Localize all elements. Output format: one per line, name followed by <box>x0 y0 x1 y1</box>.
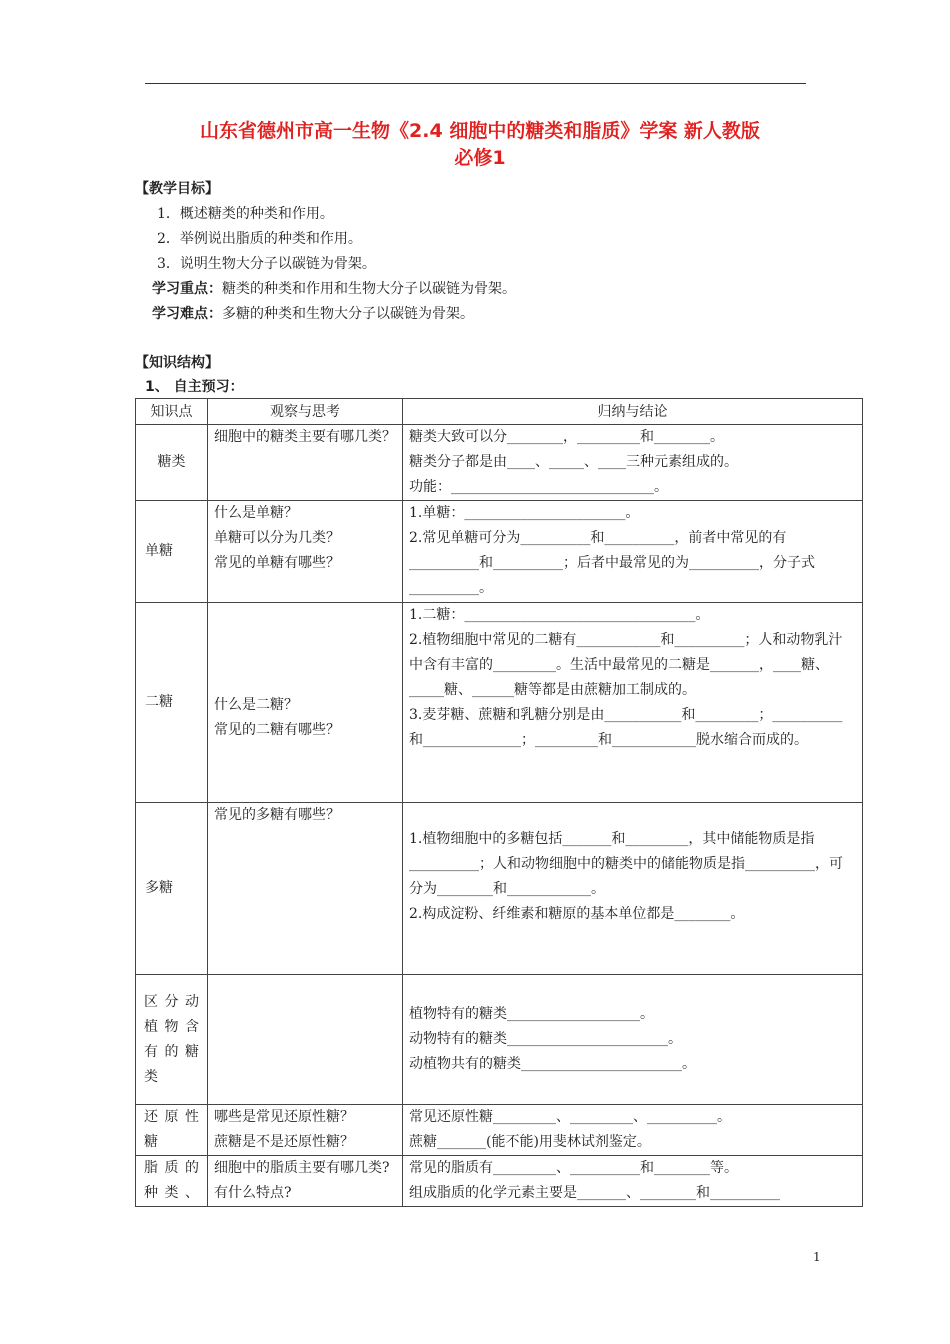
header-rule <box>145 83 806 84</box>
row-topic: 区分动植物含有的糖类 <box>136 975 208 1105</box>
table-row <box>136 603 863 803</box>
title-line-1: 山东省德州市高一生物《2.4 细胞中的糖类和脂质》学案 新人教版 <box>200 120 760 142</box>
question: 细胞中的脂质主要有哪几类?有什么特点? <box>214 1160 390 1201</box>
goal-item: 2．举例说出脂质的种类和作用。 <box>157 231 362 247</box>
goal-item: 3．说明生物大分子以碳链为骨架。 <box>157 256 376 272</box>
row-answers <box>403 803 863 975</box>
key-label: 学习重点： <box>152 281 222 297</box>
answer-line: 2.植物细胞中常见的二糖有____________和__________；人和动物乳汁中含有丰富的_________。生活中最常见的二糖是_______，____糖、_____糖、______糖等都是由蔗糖加工制成的。 <box>409 632 843 698</box>
answer-line: 组成脂质的化学元素主要是_______、________和__________ <box>409 1185 780 1201</box>
answer-line: 1.单糖：_______________________。 <box>409 505 640 521</box>
row-answers <box>403 975 863 1105</box>
answer-line: 功能：_____________________________。 <box>409 479 668 495</box>
row-questions <box>208 425 403 501</box>
answer-line: 常见的脂质有_________、__________和________等。 <box>409 1160 738 1176</box>
header-knowledge-point: 知识点 <box>136 399 208 425</box>
row-answers <box>403 425 863 501</box>
answer-line: 2.常见单糖可分为__________和__________，前者中常见的有__________和__________；后者中最常见的为__________，分子式__________。 <box>409 530 815 596</box>
row-answers <box>403 1105 863 1156</box>
knowledge-table <box>135 398 863 1207</box>
answer-line: 植物特有的糖类___________________。 <box>409 1006 654 1022</box>
row-questions <box>208 975 403 1105</box>
row-answers <box>403 501 863 603</box>
header-conclusion: 归纳与结论 <box>403 399 863 425</box>
goal-item: 1．概述糖类的种类和作用。 <box>157 206 334 222</box>
difficult-text: 多糖的种类和生物大分子以碳链为骨架。 <box>222 306 474 322</box>
table-row <box>136 975 863 1105</box>
row-topic: 二糖 <box>136 603 208 803</box>
table-row <box>136 1105 863 1156</box>
question: 常见的二糖有哪些？ <box>214 721 340 738</box>
row-topic: 多糖 <box>136 803 208 975</box>
question: 单糖可以分为几类？ <box>214 530 340 546</box>
table-row <box>136 425 863 501</box>
answer-line: 蔗糖_______(能不能)用斐林试剂鉴定。 <box>409 1134 651 1150</box>
question: 什么是单糖？ <box>214 505 298 521</box>
difficult-points <box>152 303 474 323</box>
table-row <box>136 803 863 975</box>
answer-line: 动物特有的糖类_______________________。 <box>409 1031 682 1047</box>
question: 哪些是常见还原性糖？ <box>214 1109 354 1125</box>
key-text: 糖类的种类和作用和生物大分子以碳链为骨架。 <box>222 281 516 297</box>
question: 细胞中的糖类主要有哪几类？ <box>214 429 396 445</box>
answer-line: 糖类大致可以分________，_________和________。 <box>409 429 724 445</box>
question: 常见的单糖有哪些？ <box>214 555 340 571</box>
answer-line: 3.麦芽糖、蔗糖和乳糖分别是由___________和_________；__________和______________；_________和____________脱水缩合而成的。 <box>409 707 843 748</box>
row-questions <box>208 501 403 603</box>
row-questions <box>208 603 403 803</box>
row-questions <box>208 1105 403 1156</box>
difficult-label: 学习难点： <box>152 306 222 322</box>
title-line-2: 必修1 <box>454 147 506 169</box>
key-points <box>152 278 516 298</box>
row-answers <box>403 1156 863 1207</box>
table-header-row <box>136 399 863 425</box>
document-title <box>135 118 825 172</box>
self-study-heading: 1、 自主预习： <box>145 379 244 395</box>
question: 蔗糖是不是还原性糖？ <box>214 1134 354 1150</box>
table-row <box>136 501 863 603</box>
row-questions <box>208 1156 403 1207</box>
header-observe-think: 观察与思考 <box>208 399 403 425</box>
row-topic: 脂质的种类、 <box>136 1156 208 1207</box>
row-topic: 糖类 <box>136 425 208 501</box>
row-questions <box>208 803 403 975</box>
answer-line: 1.植物细胞中的多糖包括_______和_________，其中储能物质是指__________；人和动物细胞中的糖类中的储能物质是指__________，可分为________和____________。 <box>409 831 843 897</box>
answer-line: 糖类分子都是由____、_____、____三种元素组成的。 <box>409 454 738 470</box>
answer-line: 常见还原性糖_________、_________、__________。 <box>409 1109 731 1125</box>
table-row <box>136 1156 863 1207</box>
question: 常见的多糖有哪些？ <box>214 807 340 823</box>
page-number: 1 <box>813 1250 821 1264</box>
row-answers <box>403 603 863 803</box>
question: 什么是二糖？ <box>214 696 298 713</box>
structure-heading: 【知识结构】 <box>135 355 219 371</box>
row-topic: 还原性糖 <box>136 1105 208 1156</box>
answer-line: 动植物共有的糖类_______________________。 <box>409 1056 696 1072</box>
goals-heading: 【教学目标】 <box>135 181 219 197</box>
answer-line: 1.二糖：_________________________________。 <box>409 607 710 623</box>
row-topic: 单糖 <box>136 501 208 603</box>
answer-line: 2.构成淀粉、纤维素和糖原的基本单位都是________。 <box>409 906 745 922</box>
